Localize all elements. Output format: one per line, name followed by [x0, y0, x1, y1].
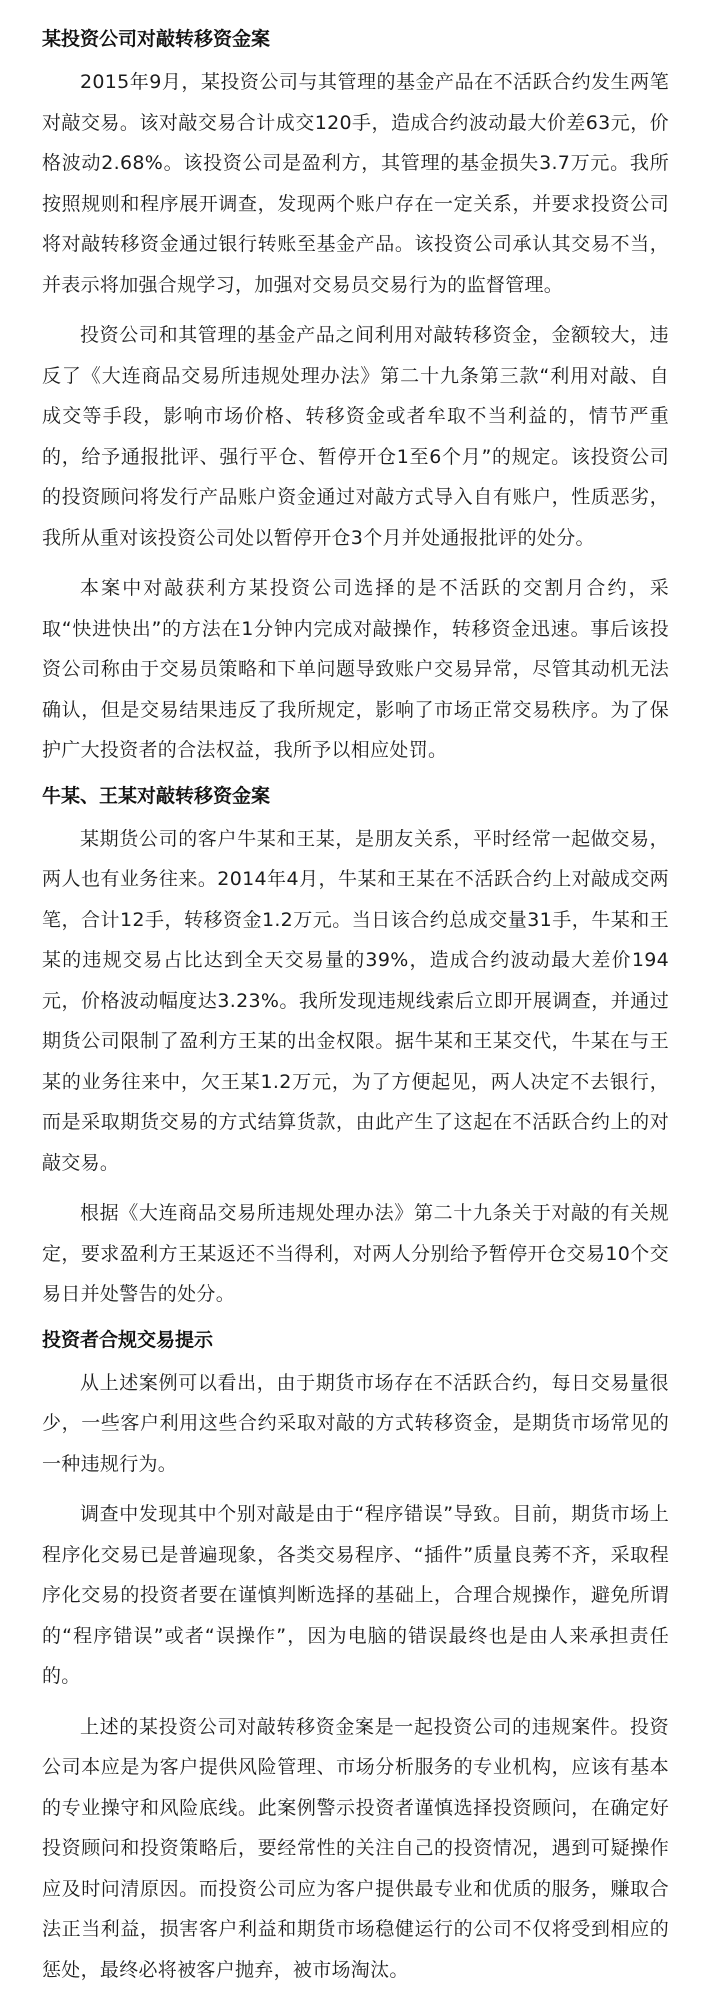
case-investment-company: [42, 24, 669, 771]
paragraph: 调查中发现其中个别对敲是由于“程序错误”导致。目前，期货市场上程序化交易已是普遍现象，各类交易程序、“插件”质量良莠不齐，采取程序化交易的投资者要在谨慎判断选择的基础上，合理合规操作，避免所谓的“程序错误”或者“误操作”，因为电脑的错误最终也是由人来承担责任的。: [42, 1494, 669, 1697]
paragraph: 上述的某投资公司对敲转移资金案是一起投资公司的违规案件。投资公司本应是为客户提供风险管理、市场分析服务的专业机构，应该有基本的专业操守和风险底线。此案例警示投资者谨慎选择投资顾问，在确定好投资顾问和投资策略后，要经常性的关注自己的投资情况，遇到可疑操作应及时问清原因。而投资公司应为客户提供最专业和优质的服务，赚取合法正当利益，损害客户利益和期货市场稳健运行的公司不仅将受到相应的惩处，最终必将被客户抛弃，被市场淘汰。: [42, 1707, 669, 1990]
section-heading: 牛某、王某对敲转移资金案: [42, 781, 669, 811]
section-heading: 投资者合规交易提示: [42, 1325, 669, 1355]
paragraph: 根据《大连商品交易所违规处理办法》第二十九条关于对敲的有关规定，要求盈利方王某返还不当得利，对两人分别给予暂停开仓交易10个交易日并处警告的处分。: [42, 1193, 669, 1315]
paragraph: 某期货公司的客户牛某和王某，是朋友关系，平时经常一起做交易，两人也有业务往来。2014年4月，牛某和王某在不活跃合约上对敲成交两笔，合计12手，转移资金1.2万元。当日该合约总成交量31手，牛某和王某的违规交易占比达到全天交易量的39%，造成合约波动最大差价194元，价格波动幅度达3.23%。我所发现违规线索后立即开展调查，并通过期货公司限制了盈利方王某的出金权限。据牛某和王某交代，牛某在与王某的业务往来中，欠王某1.2万元，为了方便起见，两人决定不去银行，而是采取期货交易的方式结算货款，由此产生了这起在不活跃合约上的对敲交易。: [42, 819, 669, 1184]
paragraph: 从上述案例可以看出，由于期货市场存在不活跃合约，每日交易量很少，一些客户利用这些合约采取对敲的方式转移资金，是期货市场常见的一种违规行为。: [42, 1363, 669, 1485]
compliance-tips: [42, 1325, 669, 1990]
paragraph: 2015年9月，某投资公司与其管理的基金产品在不活跃合约发生两笔对敲交易。该对敲交易合计成交120手，造成合约波动最大价差63元，价格波动2.68%。该投资公司是盈利方，其管理的基金损失3.7万元。我所按照规则和程序展开调查，发现两个账户存在一定关系，并要求投资公司将对敲转移资金通过银行转账至基金产品。该投资公司承认其交易不当，并表示将加强合规学习，加强对交易员交易行为的监督管理。: [42, 62, 669, 305]
section-heading: 某投资公司对敲转移资金案: [42, 24, 669, 54]
paragraph: 本案中对敲获利方某投资公司选择的是不活跃的交割月合约，采取“快进快出”的方法在1分钟内完成对敲操作，转移资金迅速。事后该投资公司称由于交易员策略和下单问题导致账户交易异常，尽管其动机无法确认，但是交易结果违反了我所规定，影响了市场正常交易秩序。为了保护广大投资者的合法权益，我所予以相应处罚。: [42, 568, 669, 771]
paragraph: 投资公司和其管理的基金产品之间利用对敲转移资金，金额较大，违反了《大连商品交易所违规处理办法》第二十九条第三款“利用对敲、自成交等手段，影响市场价格、转移资金或者牟取不当利益的，情节严重的，给予通报批评、强行平仓、暂停开仓1至6个月”的规定。该投资公司的投资顾问将发行产品账户资金通过对敲方式导入自有账户，性质恶劣，我所从重对该投资公司处以暂停开仓3个月并处通报批评的处分。: [42, 315, 669, 558]
case-niu-wang: [42, 781, 669, 1315]
